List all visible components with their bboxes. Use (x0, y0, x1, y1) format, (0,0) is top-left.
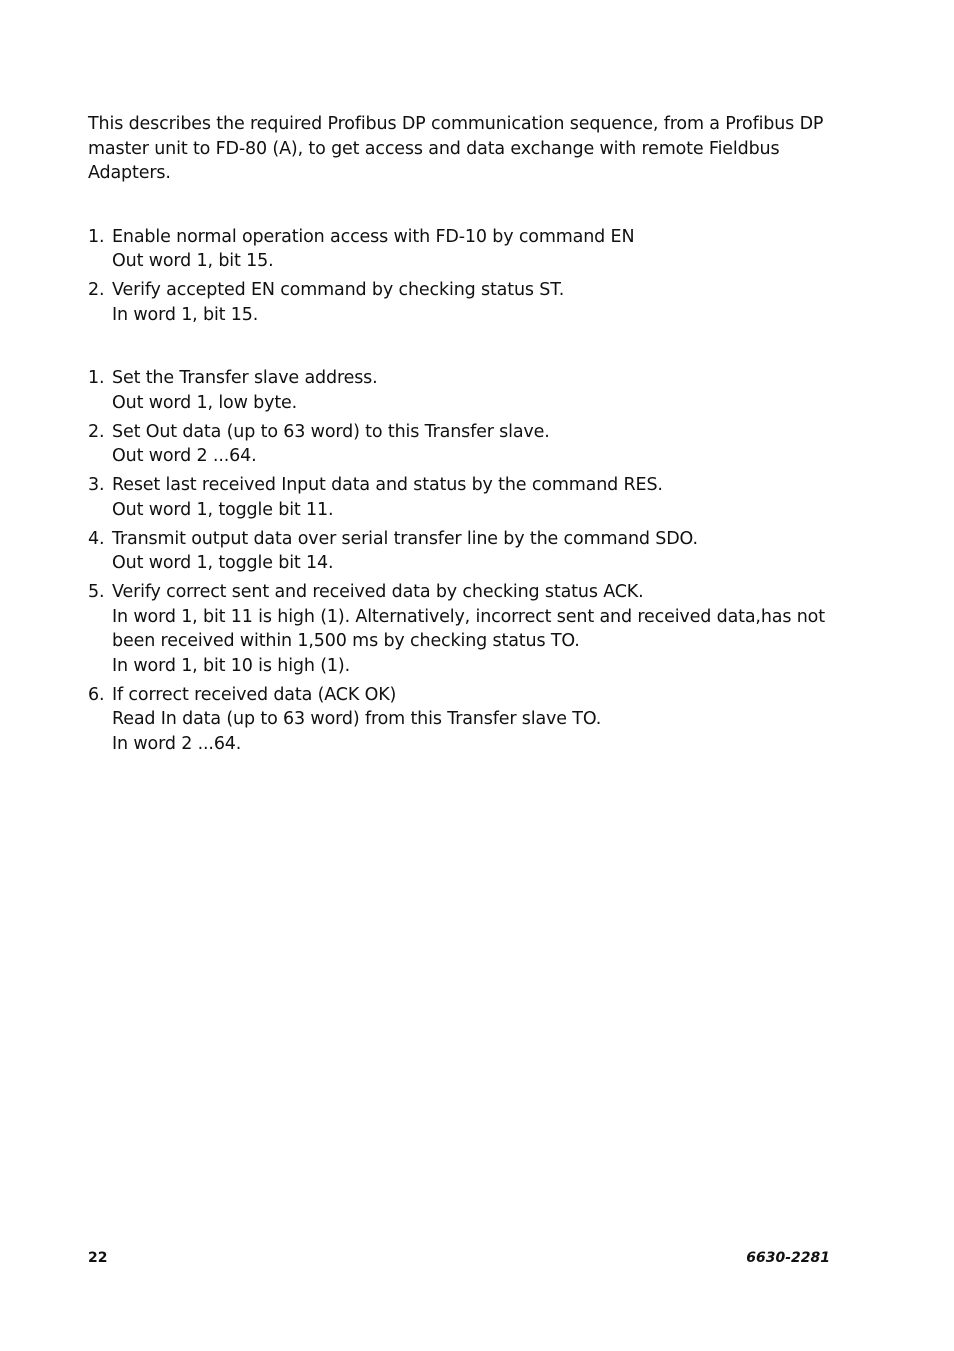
intro-paragraph: This describes the required Profibus DP communication sequence, from a Profibus DP master unit to FD-80 (A), to get access and data exchange with remote Fieldbus Adapters. (88, 114, 824, 183)
document-body (88, 112, 828, 761)
item-number: 6. (88, 684, 105, 705)
item-detail: Out word 1, toggle bit 11. (112, 499, 334, 520)
list-item (88, 580, 828, 678)
item-detail: Out word 1, toggle bit 14. (112, 553, 334, 573)
list-item (88, 366, 828, 415)
item-detail: In word 1, bit 11 is high (1). Alternatively, incorrect sent and received data,has not been received within 1,500 ms by checking status TO. (112, 606, 825, 651)
access-steps-list (88, 225, 828, 328)
list-item (88, 683, 828, 757)
item-number: 3. (88, 475, 105, 495)
item-text: Transmit output data over serial transfer line by the command SDO. (112, 528, 698, 549)
item-detail: In word 1, bit 15. (112, 304, 259, 325)
item-detail: Read In data (up to 63 word) from this Transfer slave TO. (112, 709, 602, 729)
item-detail-extra: In word 2 ...64. (112, 733, 242, 754)
list-item (88, 225, 828, 274)
document-number: 6630-2281 (746, 1250, 830, 1266)
item-number: 2. (88, 421, 105, 442)
item-number: 2. (88, 280, 105, 300)
item-text: Reset last received Input data and status by the command RES. (112, 475, 663, 495)
item-text: Verify correct sent and received data by checking status ACK. (112, 582, 644, 602)
item-text: Set the Transfer slave address. (112, 368, 378, 388)
item-number: 4. (88, 528, 105, 549)
item-text: If correct received data (ACK OK) (112, 684, 397, 705)
item-detail: Out word 1, bit 15. (112, 251, 274, 271)
transfer-steps-list (88, 366, 828, 756)
list-item (88, 420, 828, 469)
item-detail: Out word 1, low byte. (112, 392, 298, 413)
list-item (88, 527, 828, 576)
item-text: Verify accepted EN command by checking status ST. (112, 280, 565, 300)
item-number: 5. (88, 582, 105, 602)
item-number: 1. (88, 368, 105, 388)
list-item (88, 473, 828, 522)
item-detail: Out word 2 ...64. (112, 446, 257, 466)
item-text: Enable normal operation access with FD-10 by command EN (112, 226, 635, 247)
item-number: 1. (88, 226, 105, 247)
item-detail-extra: In word 1, bit 10 is high (1). (112, 655, 350, 676)
list-item (88, 278, 828, 327)
page-number: 22 (88, 1250, 108, 1266)
item-text: Set Out data (up to 63 word) to this Transfer slave. (112, 421, 550, 442)
